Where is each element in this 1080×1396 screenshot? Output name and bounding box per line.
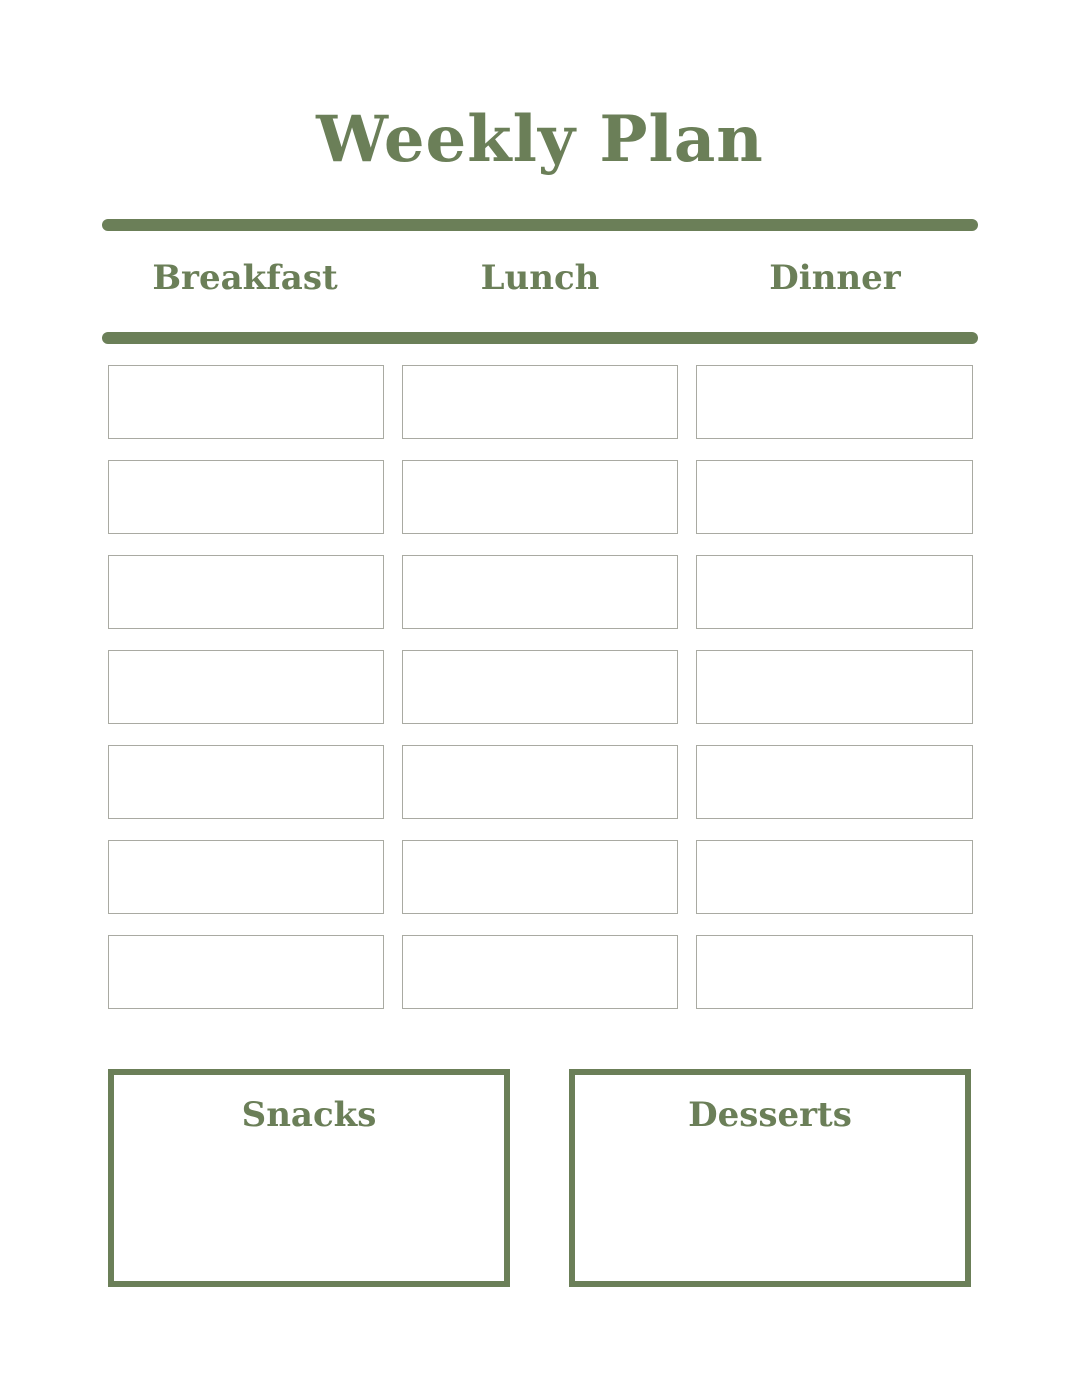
meal-cell-lunch-3[interactable]	[402, 555, 678, 629]
header-rule-top	[102, 219, 978, 231]
meal-cell-breakfast-3[interactable]	[108, 555, 384, 629]
meal-cell-dinner-1[interactable]	[696, 365, 973, 439]
meal-cell-breakfast-7[interactable]	[108, 935, 384, 1009]
column-header-lunch: Lunch	[480, 258, 600, 298]
meal-cell-dinner-3[interactable]	[696, 555, 973, 629]
meal-cell-breakfast-5[interactable]	[108, 745, 384, 819]
snacks-title: Snacks	[241, 1095, 377, 1135]
meal-grid	[108, 365, 973, 1009]
meal-cell-dinner-7[interactable]	[696, 935, 973, 1009]
meal-cell-dinner-2[interactable]	[696, 460, 973, 534]
meal-cell-lunch-5[interactable]	[402, 745, 678, 819]
meal-cell-breakfast-2[interactable]	[108, 460, 384, 534]
meal-cell-breakfast-6[interactable]	[108, 840, 384, 914]
meal-cell-dinner-6[interactable]	[696, 840, 973, 914]
desserts-box[interactable]	[569, 1069, 971, 1287]
meal-cell-dinner-4[interactable]	[696, 650, 973, 724]
meal-cell-lunch-4[interactable]	[402, 650, 678, 724]
column-header-dinner: Dinner	[769, 258, 901, 298]
meal-cell-breakfast-1[interactable]	[108, 365, 384, 439]
desserts-title: Desserts	[688, 1095, 852, 1135]
snacks-box[interactable]	[108, 1069, 510, 1287]
meal-cell-breakfast-4[interactable]	[108, 650, 384, 724]
meal-cell-dinner-5[interactable]	[696, 745, 973, 819]
meal-cell-lunch-7[interactable]	[402, 935, 678, 1009]
header-rule-bottom	[102, 332, 978, 344]
meal-cell-lunch-2[interactable]	[402, 460, 678, 534]
meal-cell-lunch-1[interactable]	[402, 365, 678, 439]
meal-cell-lunch-6[interactable]	[402, 840, 678, 914]
page-title: Weekly Plan	[316, 102, 764, 177]
column-header-breakfast: Breakfast	[152, 258, 338, 298]
